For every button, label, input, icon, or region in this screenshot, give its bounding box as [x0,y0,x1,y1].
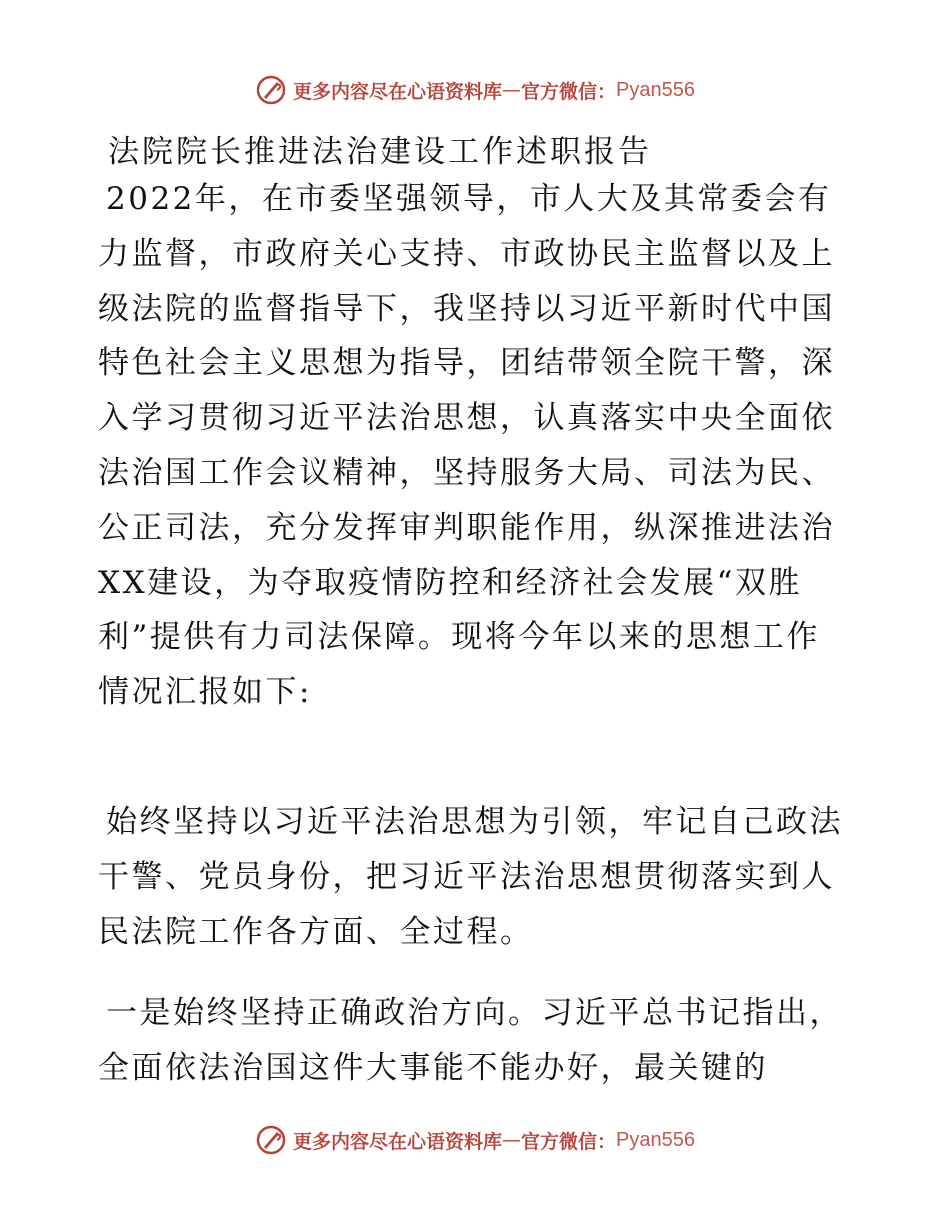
watermark-site-text: 更多内容尽在心语资料库 [293,1130,503,1153]
watermark-wechat-label: 官方微信： [521,80,617,103]
watermark-wechat-id: Pyan556 [616,1128,695,1151]
watermark-separator: — [502,79,522,101]
watermark-separator: — [502,1129,522,1151]
footer-watermark [0,1120,950,1160]
watermark-wechat-id: Pyan556 [616,78,695,101]
watermark-wechat-label: 官方微信： [521,1130,617,1153]
quill-logo-icon [255,1124,287,1156]
watermark-site-text: 更多内容尽在心语资料库 [293,80,503,103]
quill-logo-icon [255,74,287,106]
paragraph-point-one: 一是始终坚持正确政治方向。习近平总书记指出，全面依法治国这件大事能不能办好，最关键的 [98,995,843,1086]
header-watermark [0,70,950,110]
paragraph-guidance: 始终坚持以习近平法治思想为引领，牢记自己政法干警、党员身份，把习近平法治思想贯彻落实到人民法院工作各方面、全过程。 [98,804,843,950]
document-title: 法院院长推进法治建设工作述职报告 [108,134,652,170]
paragraph-intro: 2022年，在市委坚强领导，市人大及其常委会有力监督，市政府关心支持、市政协民主监督以及上级法院的监督指导下，我坚持以习近平新时代中国特色社会主义思想为指导，团结带领全院干警，深入学习贯彻习近平法治思想，认真落实中央全面依法治国工作会议精神，坚持服务大局、司法为民、公正司法，充分发挥审判职能作用，纵深推进法治XX建设，为夺取疫情防控和经济社会发展“双胜利”提供有力司法保障。现将今年以来的思想工作情况汇报如下: [98,181,835,711]
